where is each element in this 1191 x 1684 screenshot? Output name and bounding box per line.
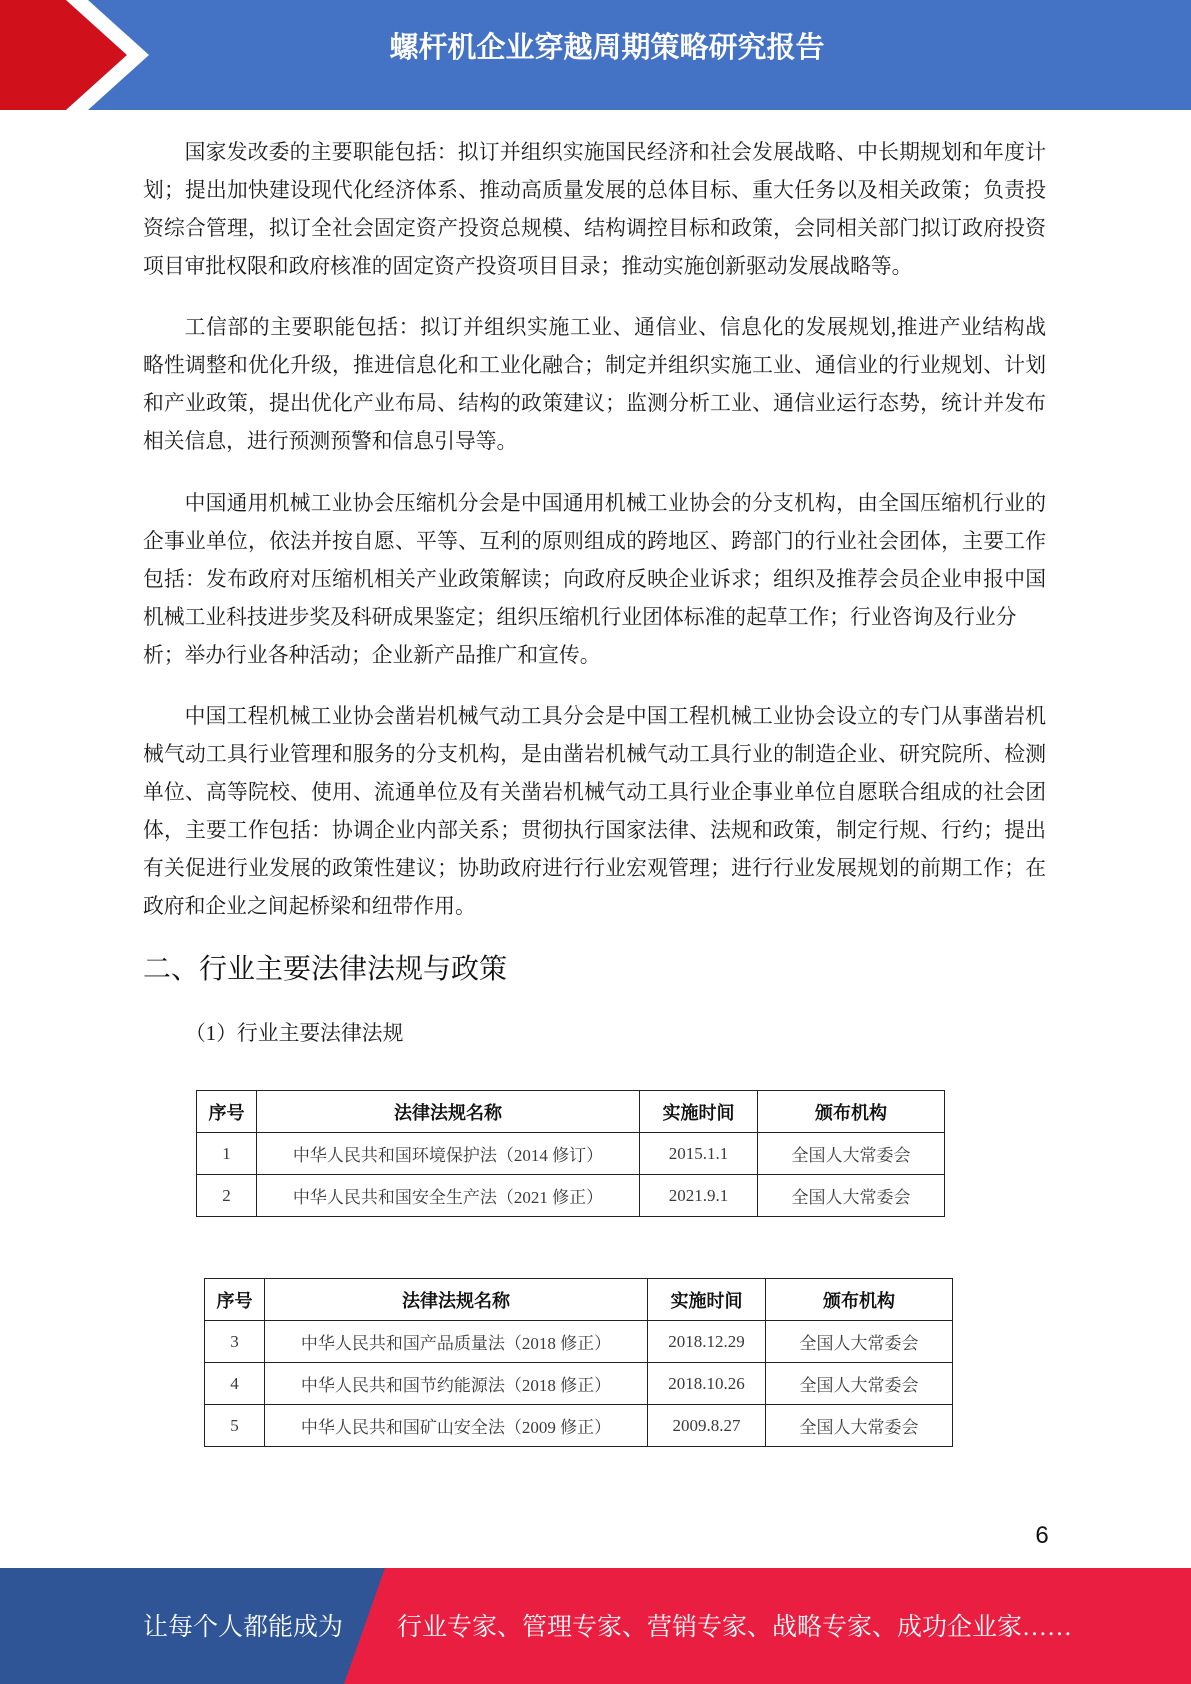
laws-table-1 <box>196 1090 945 1217</box>
cell-effective-date: 2009.8.27 <box>648 1405 766 1447</box>
cell-no: 2 <box>197 1175 257 1217</box>
section-heading: 二、行业主要法律法规与政策 <box>143 953 508 984</box>
paragraph-ndrc-duties <box>143 134 1046 286</box>
table-row <box>205 1321 953 1363</box>
footer-slogan-tail: 行业专家、管理专家、营销专家、战略专家、成功企业家…… <box>397 1614 1073 1641</box>
cell-issuer: 全国人大常委会 <box>766 1321 953 1363</box>
paragraph-miit-duties <box>143 309 1046 461</box>
column-header-name: 法律法规名称 <box>265 1279 648 1321</box>
paragraph-pneumatic-tools-association <box>143 698 1046 926</box>
cell-issuer: 全国人大常委会 <box>758 1133 945 1175</box>
paragraph-line: 包括：发布政府对压缩机相关产业政策解读；向政府反映企业诉求；组织及推荐会员企业申报中国 <box>143 568 1046 591</box>
banner-arrow-decoration <box>0 0 160 110</box>
table-row <box>197 1175 945 1217</box>
footer-slogan-lead: 让每个人都能成为 <box>143 1614 344 1641</box>
cell-effective-date: 2018.12.29 <box>648 1321 766 1363</box>
paragraph-line: 械气动工具行业管理和服务的分支机构，是由凿岩机械气动工具行业的制造企业、研究院所、检测 <box>143 743 1046 766</box>
table-row <box>197 1133 945 1175</box>
paragraph-line: 体，主要工作包括：协调企业内部关系；贯彻执行国家法律、法规和政策，制定行规、行约；提出 <box>143 819 1046 842</box>
paragraph-line: 单位、高等院校、使用、流通单位及有关凿岩机械气动工具行业企事业单位自愿联合组成的社会团 <box>143 781 1046 804</box>
paragraph-line: 相关信息，进行预测预警和信息引导等。 <box>143 430 518 453</box>
table-row <box>205 1363 953 1405</box>
paragraph-line: 中国工程机械工业协会凿岩机械气动工具分会是中国工程机械工业协会设立的专门从事凿岩机 <box>184 705 1046 728</box>
page-number: 6 <box>1035 1522 1049 1549</box>
cell-issuer: 全国人大常委会 <box>758 1175 945 1217</box>
cell-no: 3 <box>205 1321 265 1363</box>
cell-issuer: 全国人大常委会 <box>766 1405 953 1447</box>
paragraph-line: 机械工业科技进步奖及科研成果鉴定；组织压缩机行业团体标准的起草工作；行业咨询及行业分 <box>143 606 1017 629</box>
report-title: 螺杆机企业穿越周期策略研究报告 <box>389 32 825 64</box>
paragraph-line: 析；举办行业各种活动；企业新产品推广和宣传。 <box>143 644 601 667</box>
column-header-issuer: 颁布机构 <box>766 1279 953 1321</box>
cell-issuer: 全国人大常委会 <box>766 1363 953 1405</box>
paragraph-line: 有关促进行业发展的政策性建议；协助政府进行行业宏观管理；进行行业发展规划的前期工作；在 <box>143 857 1046 880</box>
column-header-date: 实施时间 <box>640 1091 758 1133</box>
cell-law-name: 中华人民共和国节约能源法（2018 修正） <box>265 1363 648 1405</box>
paragraph-line: 国家发改委的主要职能包括：拟订并组织实施国民经济和社会发展战略、中长期规划和年度计 <box>184 141 1046 164</box>
table-row <box>205 1405 953 1447</box>
paragraph-line: 政府和企业之间起桥梁和纽带作用。 <box>143 895 476 918</box>
paragraph-line: 中国通用机械工业协会压缩机分会是中国通用机械工业协会的分支机构，由全国压缩机行业的 <box>184 492 1046 515</box>
cell-effective-date: 2021.9.1 <box>640 1175 758 1217</box>
column-header-issuer: 颁布机构 <box>758 1091 945 1133</box>
paragraph-line: 企事业单位，依法并按自愿、平等、互利的原则组成的跨地区、跨部门的行业社会团体，主要工作 <box>143 530 1046 553</box>
paragraph-compressor-association <box>143 485 1046 675</box>
cell-effective-date: 2015.1.1 <box>640 1133 758 1175</box>
paragraph-line: 略性调整和优化升级，推进信息化和工业化融合；制定并组织实施工业、通信业的行业规划、计划 <box>143 354 1046 377</box>
table-header-row <box>197 1091 945 1133</box>
cell-law-name: 中华人民共和国安全生产法（2021 修正） <box>257 1175 640 1217</box>
table-header-row <box>205 1279 953 1321</box>
column-header-no: 序号 <box>197 1091 257 1133</box>
cell-effective-date: 2018.10.26 <box>648 1363 766 1405</box>
cell-no: 1 <box>197 1133 257 1175</box>
paragraph-line: 和产业政策，提出优化产业布局、结构的政策建议；监测分析工业、通信业运行态势，统计并发布 <box>143 392 1046 415</box>
laws-table-2 <box>204 1278 953 1447</box>
column-header-no: 序号 <box>205 1279 265 1321</box>
column-header-date: 实施时间 <box>648 1279 766 1321</box>
cell-law-name: 中华人民共和国环境保护法（2014 修订） <box>257 1133 640 1175</box>
top-banner <box>0 0 1191 110</box>
subsection-heading: （1）行业主要法律法规 <box>185 1022 404 1045</box>
column-header-name: 法律法规名称 <box>257 1091 640 1133</box>
cell-no: 5 <box>205 1405 265 1447</box>
paragraph-line: 资综合管理，拟订全社会固定资产投资总规模、结构调控目标和政策，会同相关部门拟订政府投资 <box>143 217 1046 240</box>
paragraph-line: 项目审批权限和政府核准的固定资产投资项目目录；推动实施创新驱动发展战略等。 <box>143 255 913 278</box>
footer-banner <box>0 1568 1191 1684</box>
paragraph-line: 划；提出加快建设现代化经济体系、推动高质量发展的总体目标、重大任务以及相关政策；负责投 <box>143 179 1046 202</box>
paragraph-line: 工信部的主要职能包括：拟订并组织实施工业、通信业、信息化的发展规划,推进产业结构战 <box>184 316 1046 339</box>
cell-no: 4 <box>205 1363 265 1405</box>
banner-red-arrow <box>0 0 127 110</box>
cell-law-name: 中华人民共和国产品质量法（2018 修正） <box>265 1321 648 1363</box>
cell-law-name: 中华人民共和国矿山安全法（2009 修正） <box>265 1405 648 1447</box>
